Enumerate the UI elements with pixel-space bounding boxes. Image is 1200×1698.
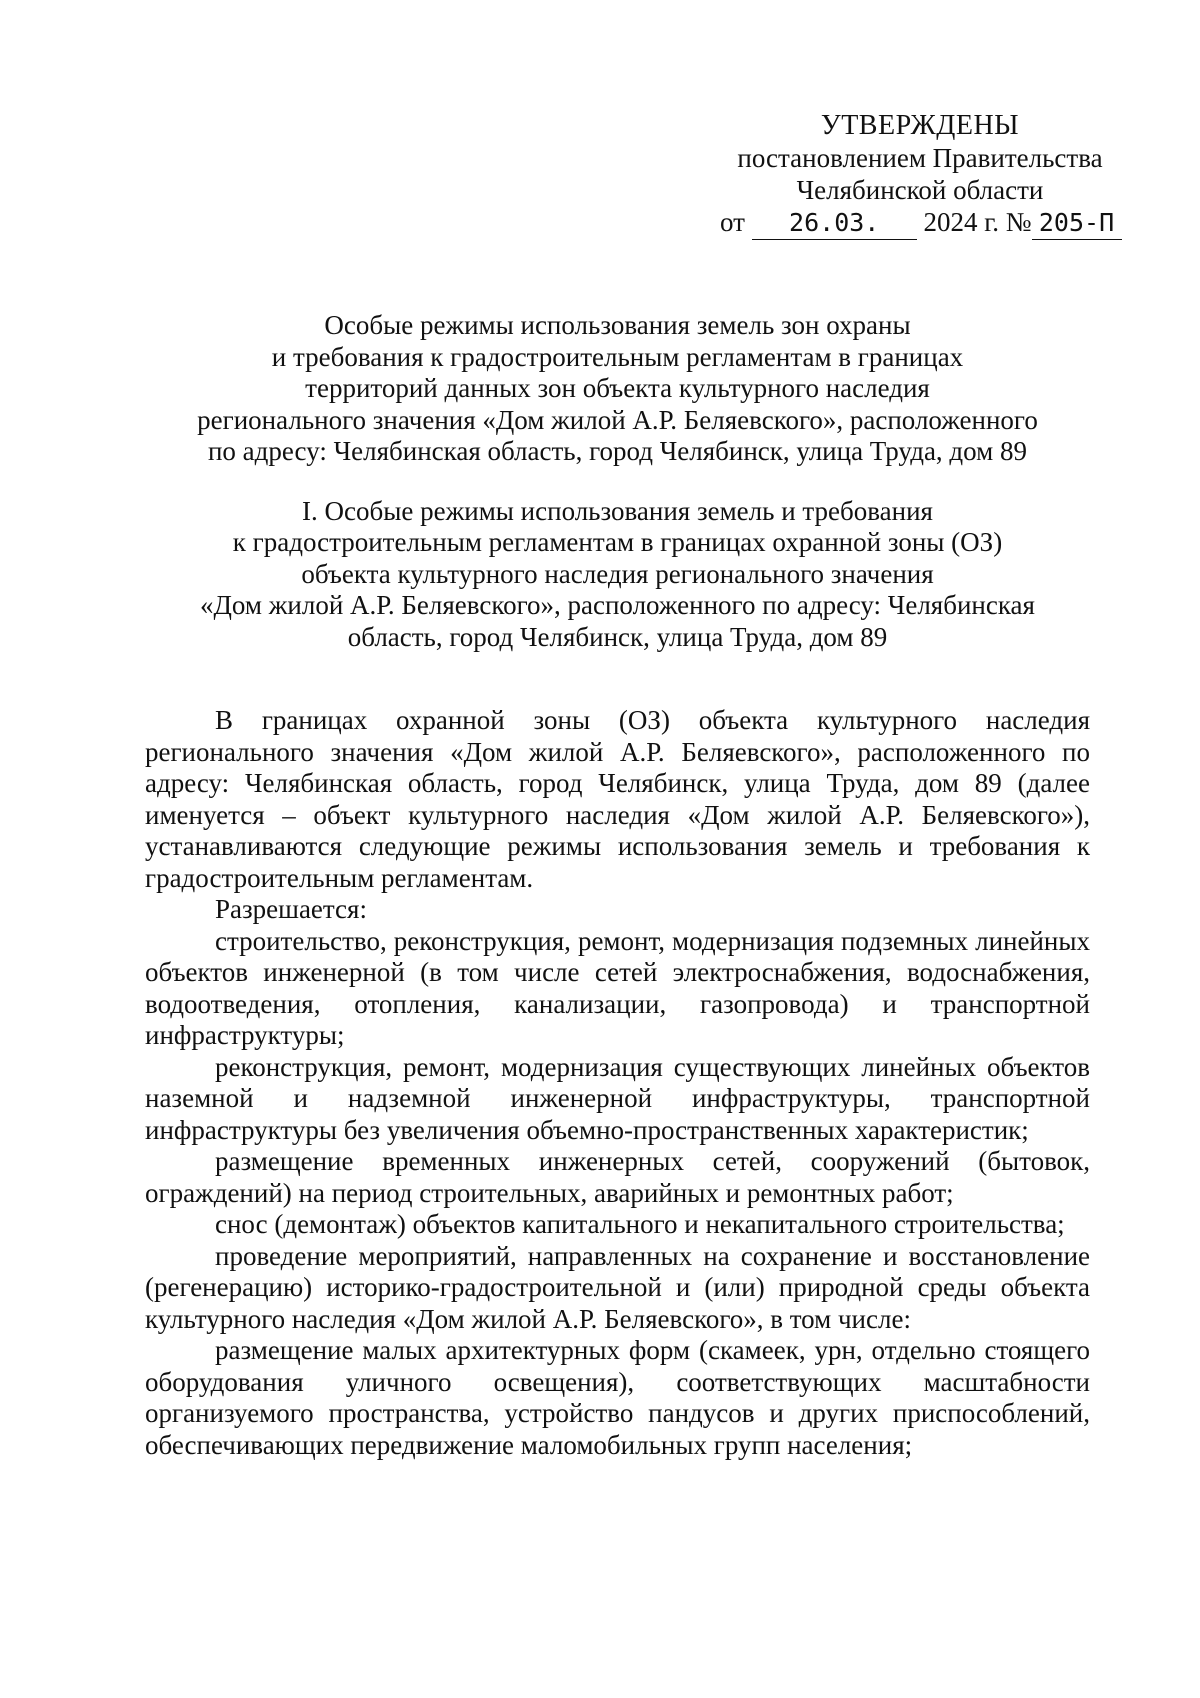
body-paragraph: размещение малых архитектурных форм (скамеек, урн, отдельно стоящего оборудования уличного освещения), соответствующих масштабности организуемого пространства, устройство пандусов и других приспособлений, обеспечивающих передвижение маломобильных групп населения; [145, 1335, 1090, 1460]
approval-date: 26.03. [752, 207, 917, 240]
body-paragraph: строительство, реконструкция, ремонт, модернизация подземных линейных объектов инженерной (в том числе сетей электроснабжения, водоснабжения, водоотведения, отопления, канализации, газопровода) и транспортной инфраструктуры; [145, 925, 1090, 1050]
approval-region: Челябинской области [796, 175, 1044, 205]
title-line: Особые режимы использования земель зон охраны [324, 310, 911, 340]
title-line: регионального значения «Дом жилой А.Р. Беляевского», расположенного [197, 404, 1038, 435]
approval-heading: УТВЕРЖДЕНЫ [820, 110, 1020, 141]
section-heading-line: область, город Челябинск, улица Труда, дом 89 [347, 621, 888, 652]
body-paragraph: Разрешается: [215, 894, 367, 924]
section-heading-line: к градостроительным регламентам в границах охранной зоны (ОЗ) [232, 527, 1003, 557]
body-paragraph: снос (демонтаж) объектов капитального и некапитального строительства; [215, 1209, 1065, 1239]
section-heading-line: «Дом жилой А.Р. Беляевского», расположенного по адресу: Челябинская [200, 590, 1035, 620]
title-line: и требования к градостроительным регламентам в границах [271, 341, 964, 372]
approval-number: 205-П [1032, 207, 1122, 240]
title-line: территорий данных зон объекта культурного наследия [305, 373, 930, 403]
approval-dateline [720, 206, 1120, 240]
document-title-block [145, 310, 1090, 653]
section-heading-line: I. Особые режимы использования земель и требования [302, 495, 933, 526]
body-paragraph: В границах охранной зоны (ОЗ) объекта культурного наследия регионального значения «Дом жилой А.Р. Беляевского», расположенного по адресу: Челябинская область, город Челябинск, улица Труда, дом 89 (далее именуется – объект культурного наследия «Дом жилой А.Р. Беляевского»), устанавливаются следующие режимы использования земель и требования к градостроительным регламентам. [145, 705, 1090, 893]
approval-authority: постановлением Правительства [737, 143, 1103, 173]
section-heading-line: объекта культурного наследия регионального значения [301, 558, 934, 589]
title-line: по адресу: Челябинская область, город Челябинск, улица Труда, дом 89 [207, 436, 1027, 466]
body-paragraph: реконструкция, ремонт, модернизация существующих линейных объектов наземной и надземной инженерной инфраструктуры, транспортной инфраструктуры без увеличения объемно-пространственных характеристик; [145, 1051, 1090, 1145]
body-paragraph: размещение временных инженерных сетей, сооружений (бытовок, ограждений) на период строительных, аварийных и ремонтных работ; [145, 1146, 1090, 1208]
approval-block [720, 110, 1120, 240]
body-paragraph: проведение мероприятий, направленных на сохранение и восстановление (регенерацию) историко-градостроительной и (или) природной среды объекта культурного наследия «Дом жилой А.Р. Беляевского», в том числе: [145, 1240, 1090, 1334]
document-body [145, 705, 1090, 1461]
date-prefix: от [720, 207, 745, 237]
approval-year: 2024 г. № [923, 207, 1032, 237]
